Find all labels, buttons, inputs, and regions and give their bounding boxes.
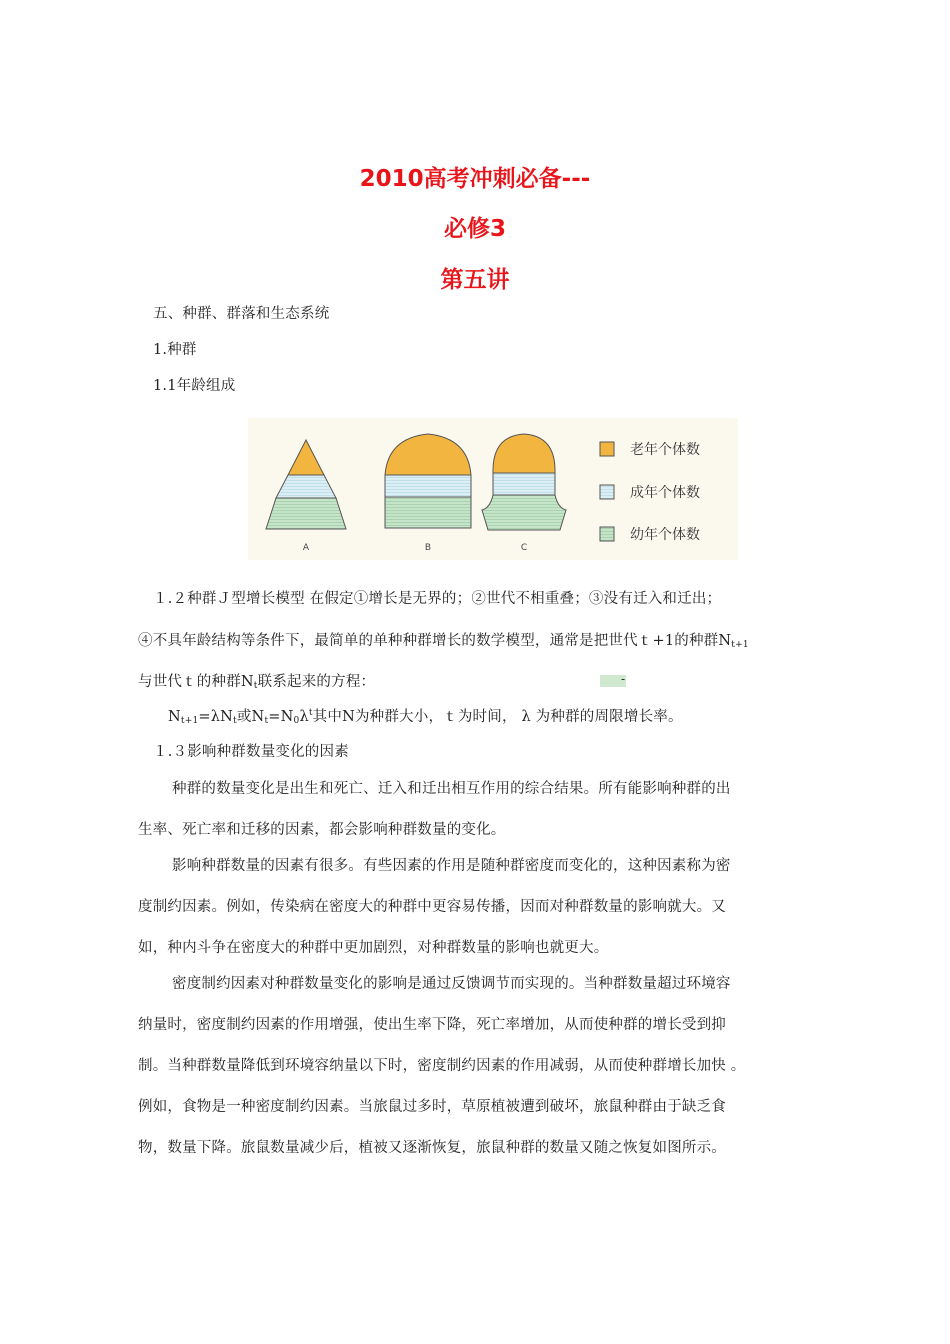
para-1-2-line3 xyxy=(138,670,375,691)
body-line: 影响种群数量的因素有很多。有些因素的作用是随种群密度而变化的，这种因素称为密 xyxy=(172,858,731,874)
subscript: t xyxy=(253,681,258,691)
subscript: t xyxy=(264,716,269,726)
label-a: A xyxy=(302,543,310,553)
body-line: 纳量时，密度制约因素的作用增强，使出生率下降，死亡率增加，从而使种群的增长受到抑 xyxy=(138,1017,726,1033)
label-b: B xyxy=(424,543,432,553)
body-line: 生率、死亡率和迁移的因素，都会影响种群数量的变化。 xyxy=(138,822,506,838)
subsection-heading: 1.种群 xyxy=(153,342,197,358)
pyramid-b xyxy=(385,434,471,528)
subscript: t xyxy=(233,716,237,726)
legend-swatch-adult xyxy=(600,485,614,499)
formula-part: 或N xyxy=(236,709,265,725)
formula-part: λ xyxy=(299,709,309,725)
section-heading: 五、种群、群落和生态系统 xyxy=(153,306,330,322)
legend-swatch-old xyxy=(600,442,614,456)
formula-dot: - xyxy=(621,672,626,686)
para-1-2-line3-text: 与世代ｔ的种群N xyxy=(138,674,254,690)
body-line: 度制约因素。例如，传染病在密度大的种群中更容易传播，因而对种群数量的影响就大。又 xyxy=(138,899,726,915)
subscript: 0 xyxy=(293,716,300,726)
label-c: C xyxy=(520,543,528,553)
para-1-2-line2 xyxy=(138,629,749,650)
doc-title: 2010高考冲刺必备--- xyxy=(359,166,591,192)
para-1-2-line2-text: ④不具年龄结构等条件下，最简单的单种种群增长的数学模型，通常是把世代ｔ+1的种群N xyxy=(138,633,732,649)
para-1-2-line1: １.２种群Ｊ型增长模型 在假定①增长是无界的；②世代不相重叠；③没有迁入和迁出； xyxy=(153,591,722,607)
age-structure-figure xyxy=(248,418,738,560)
age-pyramids-image xyxy=(248,418,738,560)
body-line: 如，种内斗争在密度大的种群中更加剧烈，对种群数量的影响也就更大。 xyxy=(138,940,609,956)
body-line: 密度制约因素对种群数量变化的影响是通过反馈调节而实现的。当种群数量超过环境容 xyxy=(172,976,731,992)
formula-line xyxy=(168,705,683,726)
formula-part: =N xyxy=(268,709,294,725)
subscript: t+1 xyxy=(180,716,199,726)
legend-label-adult: 成年个体数 xyxy=(630,485,700,501)
doc-subtitle-module: 必修3 xyxy=(443,216,506,242)
para-1-2-line3-tail: 联系起来的方程： xyxy=(257,674,376,690)
formula-part: =λN xyxy=(198,709,234,725)
body-line: 制。当种群数量降低到环境容纳量以下时，密度制约因素的作用减弱，从而使种群增长加快 。 xyxy=(138,1058,746,1074)
superscript: t xyxy=(308,708,313,718)
body-line: 种群的数量变化是出生和死亡、迁入和迁出相互作用的综合结果。所有能影响种群的出 xyxy=(172,781,731,797)
legend-swatch-young xyxy=(600,527,614,541)
legend-label-young: 幼年个体数 xyxy=(630,527,700,543)
legend-label-old: 老年个体数 xyxy=(630,442,700,458)
body-line: 物，数量下降。旅鼠数量减少后，植被又逐渐恢复，旅鼠种群的数量又随之恢复如图所示。 xyxy=(138,1140,726,1156)
body-line: 例如，食物是一种密度制约因素。当旅鼠过多时，草原植被遭到破坏，旅鼠种群由于缺乏食 xyxy=(138,1099,726,1115)
subscript: t+1 xyxy=(731,640,749,650)
formula-n: N xyxy=(168,709,181,725)
formula-explanation: 其中N为种群大小，ｔ为时间， λ 为种群的周限增长率。 xyxy=(312,709,683,725)
subsection-heading-age: 1.1年龄组成 xyxy=(153,378,236,394)
heading-1-3: １.３影响种群数量变化的因素 xyxy=(153,744,349,760)
doc-subtitle-lecture: 第五讲 xyxy=(440,267,510,293)
